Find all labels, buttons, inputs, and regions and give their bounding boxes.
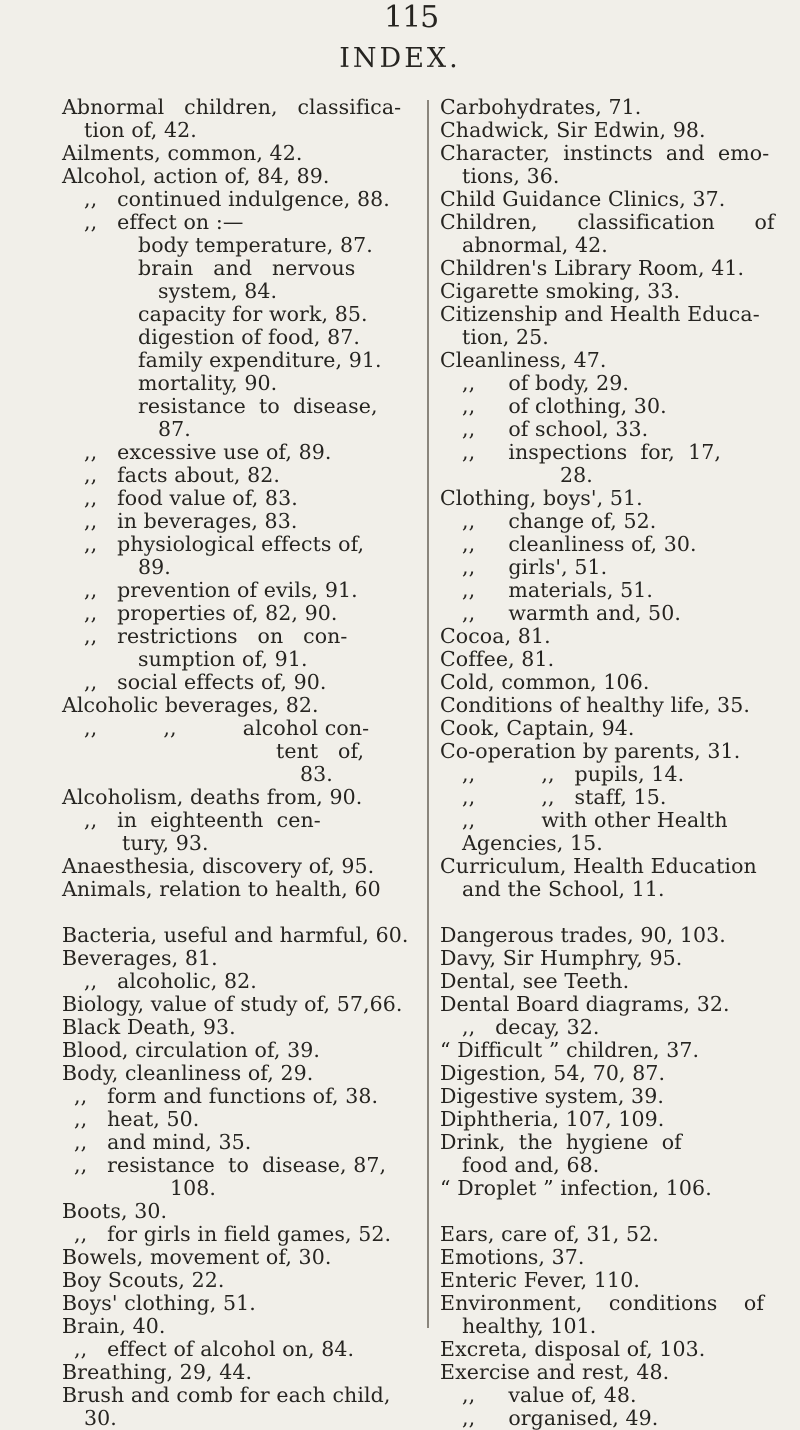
- index-column-left: [62, 96, 414, 1430]
- index-entry-line: Digestive system, 39.: [440, 1084, 664, 1108]
- index-entry-line: Character, instincts and emo-: [440, 141, 770, 165]
- index-entry-line: Biology, value of study of, 57,66.: [62, 992, 403, 1016]
- index-entry-line: ,, decay, 32.: [462, 1015, 600, 1039]
- index-entry-line: ,, of clothing, 30.: [462, 394, 667, 418]
- index-entry-line: Cigarette smoking, 33.: [440, 279, 681, 303]
- index-entry-line: ,, prevention of evils, 91.: [84, 578, 358, 602]
- index-entry-line: ,, girls', 51.: [462, 555, 608, 579]
- index-entry-line: ,, in beverages, 83.: [84, 509, 298, 533]
- index-entry-line: Cocoa, 81.: [440, 624, 551, 648]
- index-entry-line: [440, 1200, 788, 1223]
- index-entry-line: Bowels, movement of, 30.: [62, 1245, 332, 1269]
- index-entry-line: Chadwick, Sir Edwin, 98.: [440, 118, 706, 142]
- index-entry-line: ,, physiological effects of,: [84, 532, 365, 556]
- index-entry-line: ,, with other Health: [462, 808, 728, 832]
- index-entry-line: “ Difficult ” children, 37.: [440, 1038, 700, 1062]
- index-entry-line: ,, continued indulgence, 88.: [84, 187, 390, 211]
- index-entry-line: Alcoholism, deaths from, 90.: [62, 785, 363, 809]
- index-entry-line: “ Droplet ” infection, 106.: [440, 1176, 712, 1200]
- index-entry-line: Blood, circulation of, 39.: [62, 1038, 321, 1062]
- index-entry-line: ,, for girls in field games, 52.: [74, 1222, 392, 1246]
- index-entry-line: Child Guidance Clinics, 37.: [440, 187, 726, 211]
- index-entry-line: ,, excessive use of, 89.: [84, 440, 332, 464]
- index-entry-line: Breathing, 29, 44.: [62, 1360, 253, 1384]
- index-entry-line: Boots, 30.: [62, 1199, 168, 1223]
- index-entry-line: family expenditure, 91.: [138, 348, 382, 372]
- index-entry-line: Exercise and rest, 48.: [440, 1360, 670, 1384]
- index-entry-line: ,, and mind, 35.: [74, 1130, 252, 1154]
- index-entry-line: [62, 901, 414, 924]
- index-entry-line: ,, ,, pupils, 14.: [462, 762, 685, 786]
- index-entry-line: digestion of food, 87.: [138, 325, 360, 349]
- index-entry-line: ,, form and functions of, 38.: [74, 1084, 379, 1108]
- column-divider: [427, 100, 429, 1328]
- index-entry-line: ,, in eighteenth cen-: [84, 808, 321, 832]
- index-heading: INDEX.: [339, 43, 461, 74]
- index-entry-line: Excreta, disposal of, 103.: [440, 1337, 706, 1361]
- index-entry-line: ,, warmth and, 50.: [462, 601, 681, 625]
- index-entry-line: abnormal, 42.: [462, 233, 608, 257]
- index-entry-line: ,, of school, 33.: [462, 417, 649, 441]
- index-entry-line: Boy Scouts, 22.: [62, 1268, 225, 1292]
- index-entry-line: Co-operation by parents, 31.: [440, 739, 741, 763]
- index-entry-line: ,, organised, 49.: [462, 1406, 659, 1430]
- index-entry-line: Dangerous trades, 90, 103.: [440, 923, 726, 947]
- index-entry-line: Boys' clothing, 51.: [62, 1291, 256, 1315]
- index-entry-line: food and, 68.: [462, 1153, 600, 1177]
- index-entry-line: mortality, 90.: [138, 371, 278, 395]
- index-entry-line: Beverages, 81.: [62, 946, 218, 970]
- index-entry-line: ,, facts about, 82.: [84, 463, 281, 487]
- index-entry-line: tury, 93.: [122, 831, 209, 855]
- index-entry-line: Body, cleanliness of, 29.: [62, 1061, 314, 1085]
- index-entry-line: Davy, Sir Humphry, 95.: [440, 946, 683, 970]
- index-entry-line: Alcohol, action of, 84, 89.: [62, 164, 330, 188]
- index-entry-line: ,, materials, 51.: [462, 578, 654, 602]
- index-entry-line: Conditions of healthy life, 35.: [440, 693, 750, 717]
- index-entry-line: ,, cleanliness of, 30.: [462, 532, 697, 556]
- index-entry-line: ,, effect of alcohol on, 84.: [74, 1337, 355, 1361]
- index-entry-line: Brain, 40.: [62, 1314, 166, 1338]
- index-entry-line: Diphtheria, 107, 109.: [440, 1107, 665, 1131]
- index-entry-line: Digestion, 54, 70, 87.: [440, 1061, 666, 1085]
- index-entry-line: Children, classification of: [440, 210, 775, 234]
- index-entry-line: Dental, see Teeth.: [440, 969, 630, 993]
- index-entry-line: Alcoholic beverages, 82.: [62, 693, 319, 717]
- index-entry-line: Agencies, 15.: [462, 831, 603, 855]
- index-entry-line: ,, resistance to disease, 87,: [74, 1153, 387, 1177]
- index-entry-line: 87.: [158, 417, 191, 441]
- index-entry-line: ,, social effects of, 90.: [84, 670, 327, 694]
- index-entry-line: Bacteria, useful and harmful, 60.: [62, 923, 409, 947]
- index-entry-line: system, 84.: [158, 279, 278, 303]
- index-entry-line: Cleanliness, 47.: [440, 348, 607, 372]
- index-entry-line: tion, 25.: [462, 325, 549, 349]
- index-entry-line: ,, properties of, 82, 90.: [84, 601, 338, 625]
- index-entry-line: Animals, relation to health, 60: [62, 877, 381, 901]
- index-entry-line: [440, 901, 788, 924]
- index-entry-line: healthy, 101.: [462, 1314, 597, 1338]
- index-entry-line: 108.: [170, 1176, 217, 1200]
- index-entry-line: ,, value of, 48.: [462, 1383, 637, 1407]
- index-entry-line: Dental Board diagrams, 32.: [440, 992, 730, 1016]
- index-entry-line: Ailments, common, 42.: [62, 141, 303, 165]
- index-entry-line: Carbohydrates, 71.: [440, 95, 642, 119]
- index-entry-line: sumption of, 91.: [138, 647, 308, 671]
- index-entry-line: ,, restrictions on con-: [84, 624, 348, 648]
- index-entry-line: tion of, 42.: [84, 118, 197, 142]
- index-entry-line: Cook, Captain, 94.: [440, 716, 635, 740]
- index-entry-line: ,, ,, alcohol con-: [84, 716, 370, 740]
- index-entry-line: Children's Library Room, 41.: [440, 256, 745, 280]
- index-entry-line: ,, change of, 52.: [462, 509, 657, 533]
- index-entry-line: resistance to disease,: [138, 394, 378, 418]
- index-entry-line: tions, 36.: [462, 164, 560, 188]
- index-entry-line: tent of,: [276, 739, 365, 763]
- index-entry-line: Curriculum, Health Education: [440, 854, 757, 878]
- index-entry-line: capacity for work, 85.: [138, 302, 368, 326]
- index-entry-line: ,, inspections for, 17,: [462, 440, 722, 464]
- index-entry-line: Abnormal children, classifica-: [62, 95, 402, 119]
- index-entry-line: Ears, care of, 31, 52.: [440, 1222, 659, 1246]
- page-number: 115: [384, 0, 439, 35]
- index-entry-line: Clothing, boys', 51.: [440, 486, 643, 510]
- index-entry-line: brain and nervous: [138, 256, 356, 280]
- index-entry-line: ,, food value of, 83.: [84, 486, 298, 510]
- index-entry-line: ,, effect on :—: [84, 210, 244, 234]
- index-entry-line: Brush and comb for each child,: [62, 1383, 391, 1407]
- index-entry-line: body temperature, 87.: [138, 233, 373, 257]
- index-column-right: [440, 96, 788, 1430]
- index-entry-line: Environment, conditions of: [440, 1291, 765, 1315]
- index-entry-line: ,, alcoholic, 82.: [84, 969, 257, 993]
- index-entry-line: 89.: [138, 555, 171, 579]
- index-entry-line: Enteric Fever, 110.: [440, 1268, 640, 1292]
- index-entry-line: Emotions, 37.: [440, 1245, 585, 1269]
- index-entry-line: ,, heat, 50.: [74, 1107, 200, 1131]
- index-entry-line: Drink, the hygiene of: [440, 1130, 682, 1154]
- index-entry-line: 30.: [84, 1406, 117, 1430]
- index-entry-line: ,, of body, 29.: [462, 371, 630, 395]
- index-entry-line: Coffee, 81.: [440, 647, 555, 671]
- index-entry-line: Citizenship and Health Educa-: [440, 302, 760, 326]
- index-entry-line: 28.: [560, 463, 593, 487]
- index-entry-line: Anaesthesia, discovery of, 95.: [62, 854, 375, 878]
- index-entry-line: and the School, 11.: [462, 877, 665, 901]
- index-entry-line: 83.: [300, 762, 333, 786]
- index-entry-line: ,, ,, staff, 15.: [462, 785, 667, 809]
- index-entry-line: Cold, common, 106.: [440, 670, 650, 694]
- index-entry-line: Black Death, 93.: [62, 1015, 236, 1039]
